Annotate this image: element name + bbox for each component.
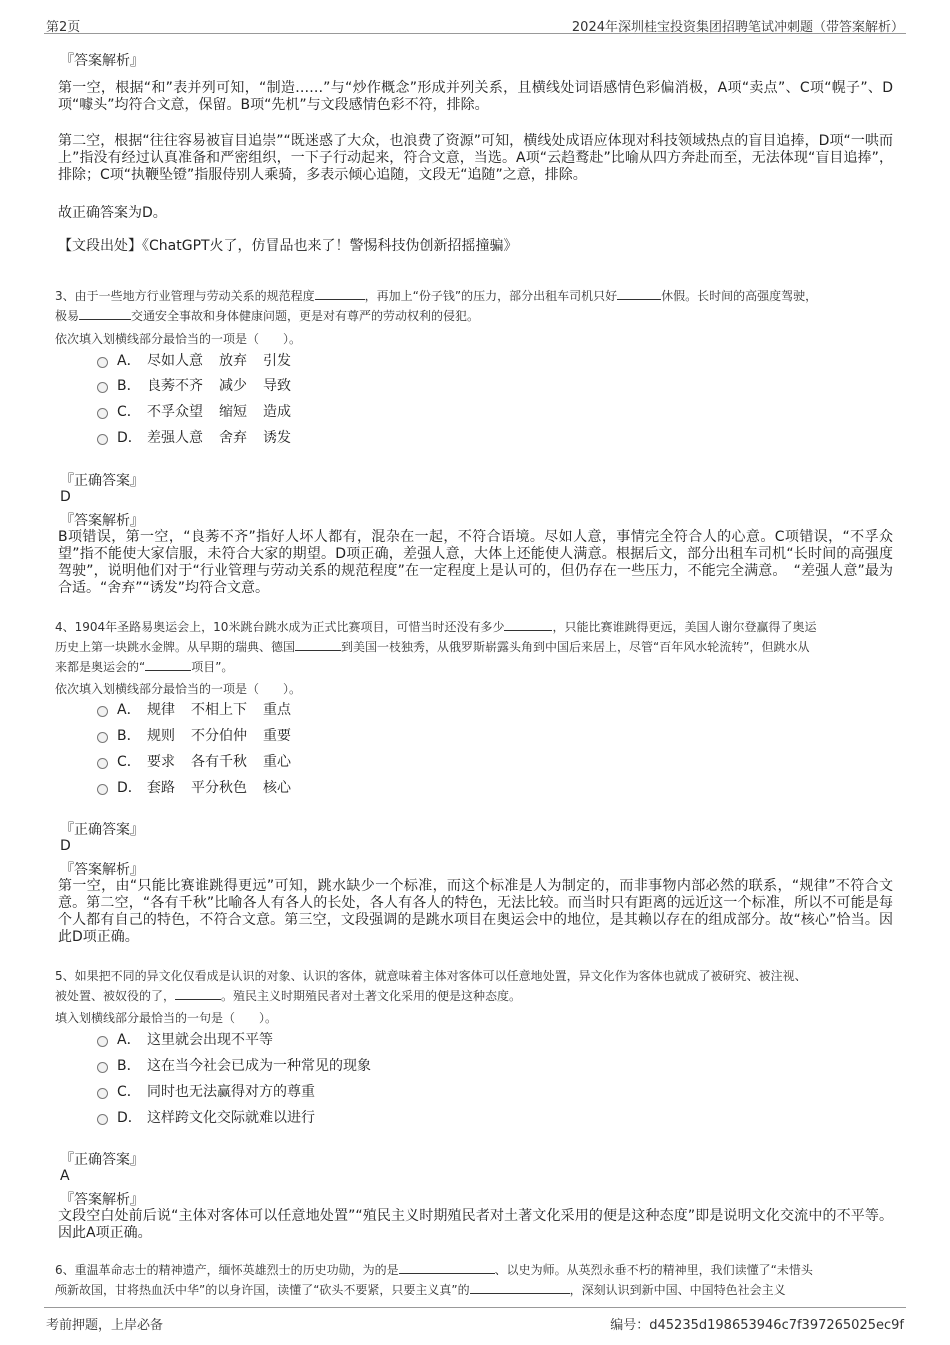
correct-answer: A	[60, 1168, 70, 1184]
question-3-line: 极易 交通安全事故和身体健康问题，更是对有尊严的劳动权利的侵犯。	[55, 309, 480, 323]
option-a[interactable]: A． 尽如人意 放弃 引发	[97, 350, 307, 370]
analysis-label: 『答案解析』	[60, 53, 144, 69]
question-prompt: 依次填入划横线部分最恰当的一项是（ ）。	[55, 332, 302, 346]
answer-statement: 故正确答案为D。	[58, 205, 167, 221]
correct-answer-label: 『正确答案』	[60, 822, 144, 838]
option-d[interactable]: D． 差强人意 舍弃 诱发	[97, 427, 307, 447]
option-b[interactable]: B． 良莠不齐 减少 导致	[97, 375, 307, 395]
question-5-line: 5、如果把不同的异文化仅看成是认识的对象、认识的客体，就意味着主体对客体可以任意地处置，异文化作为客体也就成了被研究、被注视、	[55, 969, 807, 983]
option-d[interactable]: D． 套路 平分秋色 核心	[97, 777, 307, 797]
option-d[interactable]: D． 这样跨文化交际就难以进行	[97, 1107, 331, 1127]
correct-answer-label: 『正确答案』	[60, 1152, 144, 1168]
analysis-paragraph: B项错误，第一空，“良莠不齐”指好人坏人都有，混杂在一起，不符合语境。尽如人意，事情完全符合人的心意。C项错误，“不孚众望”指不能使大家信服，未符合大家的期望。D项正确，差强人意，大体上还能使人满意。根据后文，部分出租车司机“长时间的高强度驾驶”，说明他们对于“行业管理与劳动关系的规范程度”在一定程度上是认可的，但仍存在一些压力，不能完全满意。 “差强人意”最为合适。“舍弃”“诱发”均符合文意。	[58, 529, 893, 596]
radio-icon[interactable]	[97, 1062, 108, 1073]
blank	[145, 658, 191, 671]
option-a[interactable]: A． 规律 不相上下 重点	[97, 699, 307, 719]
radio-icon[interactable]	[97, 1114, 108, 1125]
correct-answer: D	[60, 489, 71, 505]
blank	[315, 287, 365, 300]
option-c[interactable]: C． 不孚众望 缩短 造成	[97, 401, 307, 421]
document-title: 2024年深圳桂宝投资集团招聘笔试冲刺题（带答案解析）	[571, 20, 904, 35]
correct-answer: D	[60, 838, 71, 854]
option-b[interactable]: B． 规则 不分伯仲 重要	[97, 725, 307, 745]
analysis-paragraph: 第一空，由“只能比赛谁跳得更远”可知，跳水缺少一个标准，而这个标准是人为制定的，而非事物内部必然的联系，“规律”不符合文意。第二空，“各有千秋”比喻各人有各人的长处，各人有各人的特色，无法比较。而当时只有距离的远近这一个标准，所以不可能是每个人都有自己的特色，不符合文意。第三空，文段强调的是跳水项目在奥运会中的地位，是其赖以存在的组成部分。故“核心”恰当。因此D项正确。	[58, 878, 893, 945]
analysis-label: 『答案解析』	[60, 513, 144, 529]
document-id: 编号：d45235d198653946c7f397265025ec9f	[610, 1318, 904, 1333]
radio-icon[interactable]	[97, 784, 108, 795]
analysis-paragraph: 文段空白处前后说“主体对客体可以任意地处置”“殖民主义时期殖民者对土著文化采用的便是这种态度”即是说明文化交流中的不平等。因此A项正确。	[58, 1208, 893, 1241]
question-6-line: 6、重温革命志士的精神遗产，缅怀英雄烈士的历史功勋，为的是 、以史为师。从英烈永垂不朽的精神里，我们读懂了“未惜头	[55, 1263, 813, 1277]
radio-icon[interactable]	[97, 434, 108, 445]
radio-icon[interactable]	[97, 382, 108, 393]
analysis-label: 『答案解析』	[60, 1192, 144, 1208]
analysis-paragraph: 第二空，根据“往往容易被盲目追崇”“既迷惑了大众，也浪费了资源”可知，横线处成语应体现对科技领域热点的盲目追捧，D项“一哄而上”指没有经过认真准备和严密组织，一下子行动起来，符合文意，当选。A项“云趋鹜赴”比喻从四方奔赴而至，无法体现“盲目追捧”，排除；C项“执鞭坠镫”指服侍别人乘骑，多表示倾心追随，文段无“追随”之意，排除。	[58, 133, 893, 183]
question-4-line: 历史上第一块跳水金牌。从早期的瑞典、德国 到美国一枝独秀，从俄罗斯崭露头角到中国后来居上，尽管“百年风水轮流转”，但跳水从	[55, 640, 810, 654]
option-c[interactable]: C． 要求 各有千秋 重心	[97, 751, 307, 771]
question-prompt: 填入划横线部分最恰当的一句是（ ）。	[55, 1011, 278, 1025]
header-divider	[44, 33, 906, 34]
blank	[470, 1281, 570, 1294]
question-5-line: 被处置、被奴役的了， 。殖民主义时期殖民者对土著文化采用的便是这种态度。	[55, 989, 522, 1003]
question-4-line: 来都是奥运会的“ 项目”。	[55, 660, 234, 674]
blank	[399, 1261, 495, 1274]
correct-answer-label: 『正确答案』	[60, 473, 144, 489]
footer-slogan: 考前押题，上岸必备	[46, 1318, 164, 1333]
question-prompt: 依次填入划横线部分最恰当的一项是（ ）。	[55, 682, 302, 696]
analysis-paragraph: 第一空，根据“和”表并列可知，“制造……”与“炒作概念”形成并列关系，且横线处词语感情色彩偏消极，A项“卖点”、C项“幌子”、D项“噱头”均符合文意，保留。B项“先机”与文段感情色彩不符，排除。	[58, 80, 893, 113]
radio-icon[interactable]	[97, 357, 108, 368]
radio-icon[interactable]	[97, 758, 108, 769]
blank	[175, 987, 221, 1000]
option-a[interactable]: A． 这里就会出现不平等	[97, 1029, 289, 1049]
blank	[79, 307, 131, 320]
question-3-line: 3、由于一些地方行业管理与劳动关系的规范程度 ，再加上“份子钱”的压力，部分出租车司机只好 休假。长时间的高强度驾驶，	[55, 289, 818, 303]
radio-icon[interactable]	[97, 408, 108, 419]
radio-icon[interactable]	[97, 1088, 108, 1099]
source-citation: 【文段出处】《ChatGPT火了，仿冒品也来了！警惕科技伪创新招摇撞骗》	[58, 238, 518, 254]
analysis-label: 『答案解析』	[60, 862, 144, 878]
blank	[504, 618, 552, 631]
radio-icon[interactable]	[97, 706, 108, 717]
footer-divider	[44, 1307, 906, 1308]
radio-icon[interactable]	[97, 732, 108, 743]
page-number: 第2页	[46, 20, 81, 35]
blank	[617, 287, 661, 300]
radio-icon[interactable]	[97, 1036, 108, 1047]
question-4-line: 4、1904年圣路易奥运会上，10米跳台跳水成为正式比赛项目，可惜当时还没有多少 ，只能比赛谁跳得更远，美国人谢尔登赢得了奥运	[55, 620, 817, 634]
option-c[interactable]: C． 同时也无法赢得对方的尊重	[97, 1081, 331, 1101]
question-6-line: 颅新故国，甘将热血沃中华”的以身许国，读懂了“砍头不要紧，只要主义真”的 ，深刻认识到新中国、中国特色社会主义	[55, 1283, 786, 1297]
blank	[295, 638, 341, 651]
option-b[interactable]: B． 这在当今社会已成为一种常见的现象	[97, 1055, 387, 1075]
